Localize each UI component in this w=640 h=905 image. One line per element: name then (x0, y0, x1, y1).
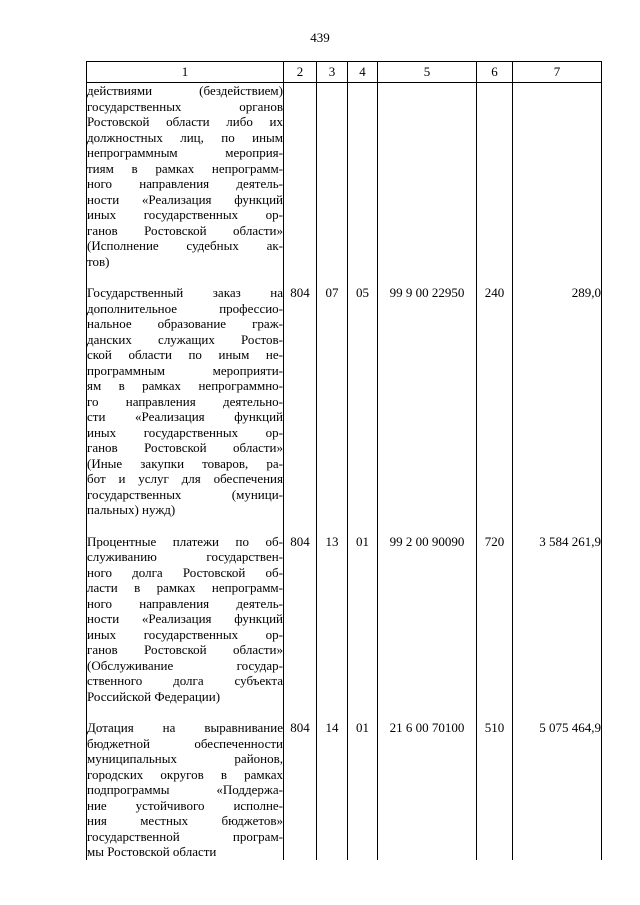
description-line: непрограммным мероприя- (87, 145, 283, 160)
row-spacer (87, 518, 602, 534)
description-line: сти «Реализация функций (87, 409, 283, 424)
description-line: (Иные закупки товаров, ра- (87, 455, 283, 471)
description-line: городских округов в рамках (87, 766, 283, 782)
row-spacer (87, 704, 602, 720)
header-cell: 7 (513, 62, 602, 83)
subsection-code-cell: 01 (348, 534, 378, 705)
description-line: действиями (бездействием) (87, 83, 283, 98)
header-cell: 6 (477, 62, 513, 83)
description-line: иных государственных ор- (87, 626, 283, 642)
description-line: ние устойчивого исполне- (87, 797, 283, 813)
description-line: го направления деятельно- (87, 393, 283, 409)
expense-type-cell: 720 (477, 534, 513, 705)
ministry-code-cell (284, 83, 317, 270)
ministry-code-cell: 804 (284, 285, 317, 518)
description-line: ного долга Ростовской об- (87, 564, 283, 580)
spacer-cell (284, 518, 317, 534)
description-line: Российской Федерации) (87, 688, 221, 704)
description-line: должностных лиц, по иным (87, 129, 283, 145)
description-line: ности «Реализация функций (87, 191, 283, 207)
description-line: служиванию государствен- (87, 549, 283, 564)
description-line: ния местных бюджетов» (87, 813, 283, 828)
page-number: 439 (310, 30, 330, 45)
description-line: ской области по иным не- (87, 347, 283, 362)
description-line: государственных органов (87, 98, 283, 114)
expense-type-cell: 510 (477, 720, 513, 860)
ministry-code-cell: 804 (284, 720, 317, 860)
spacer-cell (513, 704, 602, 720)
spacer-cell (348, 269, 378, 285)
spacer-cell (513, 518, 602, 534)
spacer-cell (477, 269, 513, 285)
description-line: дополнительное профессио- (87, 300, 283, 316)
spacer-cell (378, 704, 477, 720)
spacer-cell (87, 518, 284, 534)
section-code-cell: 14 (317, 720, 348, 860)
target-article-cell: 99 9 00 22950 (378, 285, 477, 518)
table-row (87, 285, 602, 518)
spacer-cell (317, 704, 348, 720)
description-cell (87, 285, 284, 518)
description-line: данских служащих Ростов- (87, 331, 283, 347)
amount-cell: 3 584 261,9 (513, 534, 602, 705)
ministry-code-cell: 804 (284, 534, 317, 705)
description-line: муниципальных районов, (87, 751, 283, 766)
spacer-cell (477, 704, 513, 720)
description-line: нальное образование граж- (87, 316, 283, 331)
header-cell: 5 (378, 62, 477, 83)
description-line: иных государственных ор- (87, 424, 283, 440)
header-cell: 4 (348, 62, 378, 83)
description-line: тов) (87, 253, 110, 269)
description-cell (87, 83, 284, 270)
amount-cell (513, 83, 602, 270)
header-cell: 3 (317, 62, 348, 83)
spacer-cell (477, 518, 513, 534)
amount-cell: 289,0 (513, 285, 602, 518)
description-line: мы Ростовской области (87, 844, 217, 859)
description-line: программным мероприяти- (87, 362, 283, 378)
target-article-cell: 99 2 00 90090 (378, 534, 477, 705)
description-line: ганов Ростовской области» (87, 440, 283, 455)
table-row (87, 83, 602, 270)
budget-table (86, 61, 602, 860)
description-line: государственной програм- (87, 828, 283, 844)
description-line: ного направления деятель- (87, 176, 283, 191)
spacer-cell (378, 269, 477, 285)
target-article-cell (378, 83, 477, 270)
spacer-cell (87, 269, 284, 285)
header-cell: 2 (284, 62, 317, 83)
description-line: бот и услуг для обеспечения (87, 471, 283, 486)
description-line: тиям в рамках непрограмм- (87, 160, 283, 176)
expense-type-cell (477, 83, 513, 270)
spacer-cell (348, 518, 378, 534)
description-line: (Исполнение судебных ак- (87, 238, 283, 253)
spacer-cell (317, 518, 348, 534)
description-line: государственных (муници- (87, 486, 283, 502)
description-line: ного направления деятель- (87, 595, 283, 611)
expense-type-cell: 240 (477, 285, 513, 518)
amount-cell: 5 075 464,9 (513, 720, 602, 860)
row-spacer (87, 269, 602, 285)
spacer-cell (284, 269, 317, 285)
table-header-row (87, 62, 602, 83)
description-line: ласти в рамках непрограмм- (87, 580, 283, 595)
description-line: ганов Ростовской области» (87, 642, 283, 657)
description-cell (87, 534, 284, 705)
table-body (87, 83, 602, 860)
description-line: подпрограммы «Поддержа- (87, 782, 283, 797)
description-line: Ростовской области либо их (87, 114, 283, 129)
section-code-cell (317, 83, 348, 270)
description-line: ям в рамках непрограммно- (87, 378, 283, 393)
table-row (87, 720, 602, 860)
section-code-cell: 07 (317, 285, 348, 518)
description-line: Дотация на выравнивание (87, 720, 283, 735)
spacer-cell (87, 704, 284, 720)
table-row (87, 534, 602, 705)
spacer-cell (513, 269, 602, 285)
description-line: ности «Реализация функций (87, 611, 283, 626)
description-line: (Обслуживание государ- (87, 657, 283, 673)
description-line: Государственный заказ на (87, 285, 283, 300)
header-cell: 1 (87, 62, 284, 83)
description-cell (87, 720, 284, 860)
spacer-cell (378, 518, 477, 534)
subsection-code-cell: 05 (348, 285, 378, 518)
subsection-code-cell (348, 83, 378, 270)
description-line: ственного долга субъекта (87, 673, 283, 688)
description-line: иных государственных ор- (87, 207, 283, 222)
spacer-cell (348, 704, 378, 720)
description-line: ганов Ростовской области» (87, 222, 283, 238)
description-line: пальных) нужд) (87, 502, 176, 517)
section-code-cell: 13 (317, 534, 348, 705)
description-line: бюджетной обеспеченности (87, 735, 283, 751)
subsection-code-cell: 01 (348, 720, 378, 860)
target-article-cell: 21 6 00 70100 (378, 720, 477, 860)
spacer-cell (284, 704, 317, 720)
description-line: Процентные платежи по об- (87, 533, 283, 549)
spacer-cell (317, 269, 348, 285)
